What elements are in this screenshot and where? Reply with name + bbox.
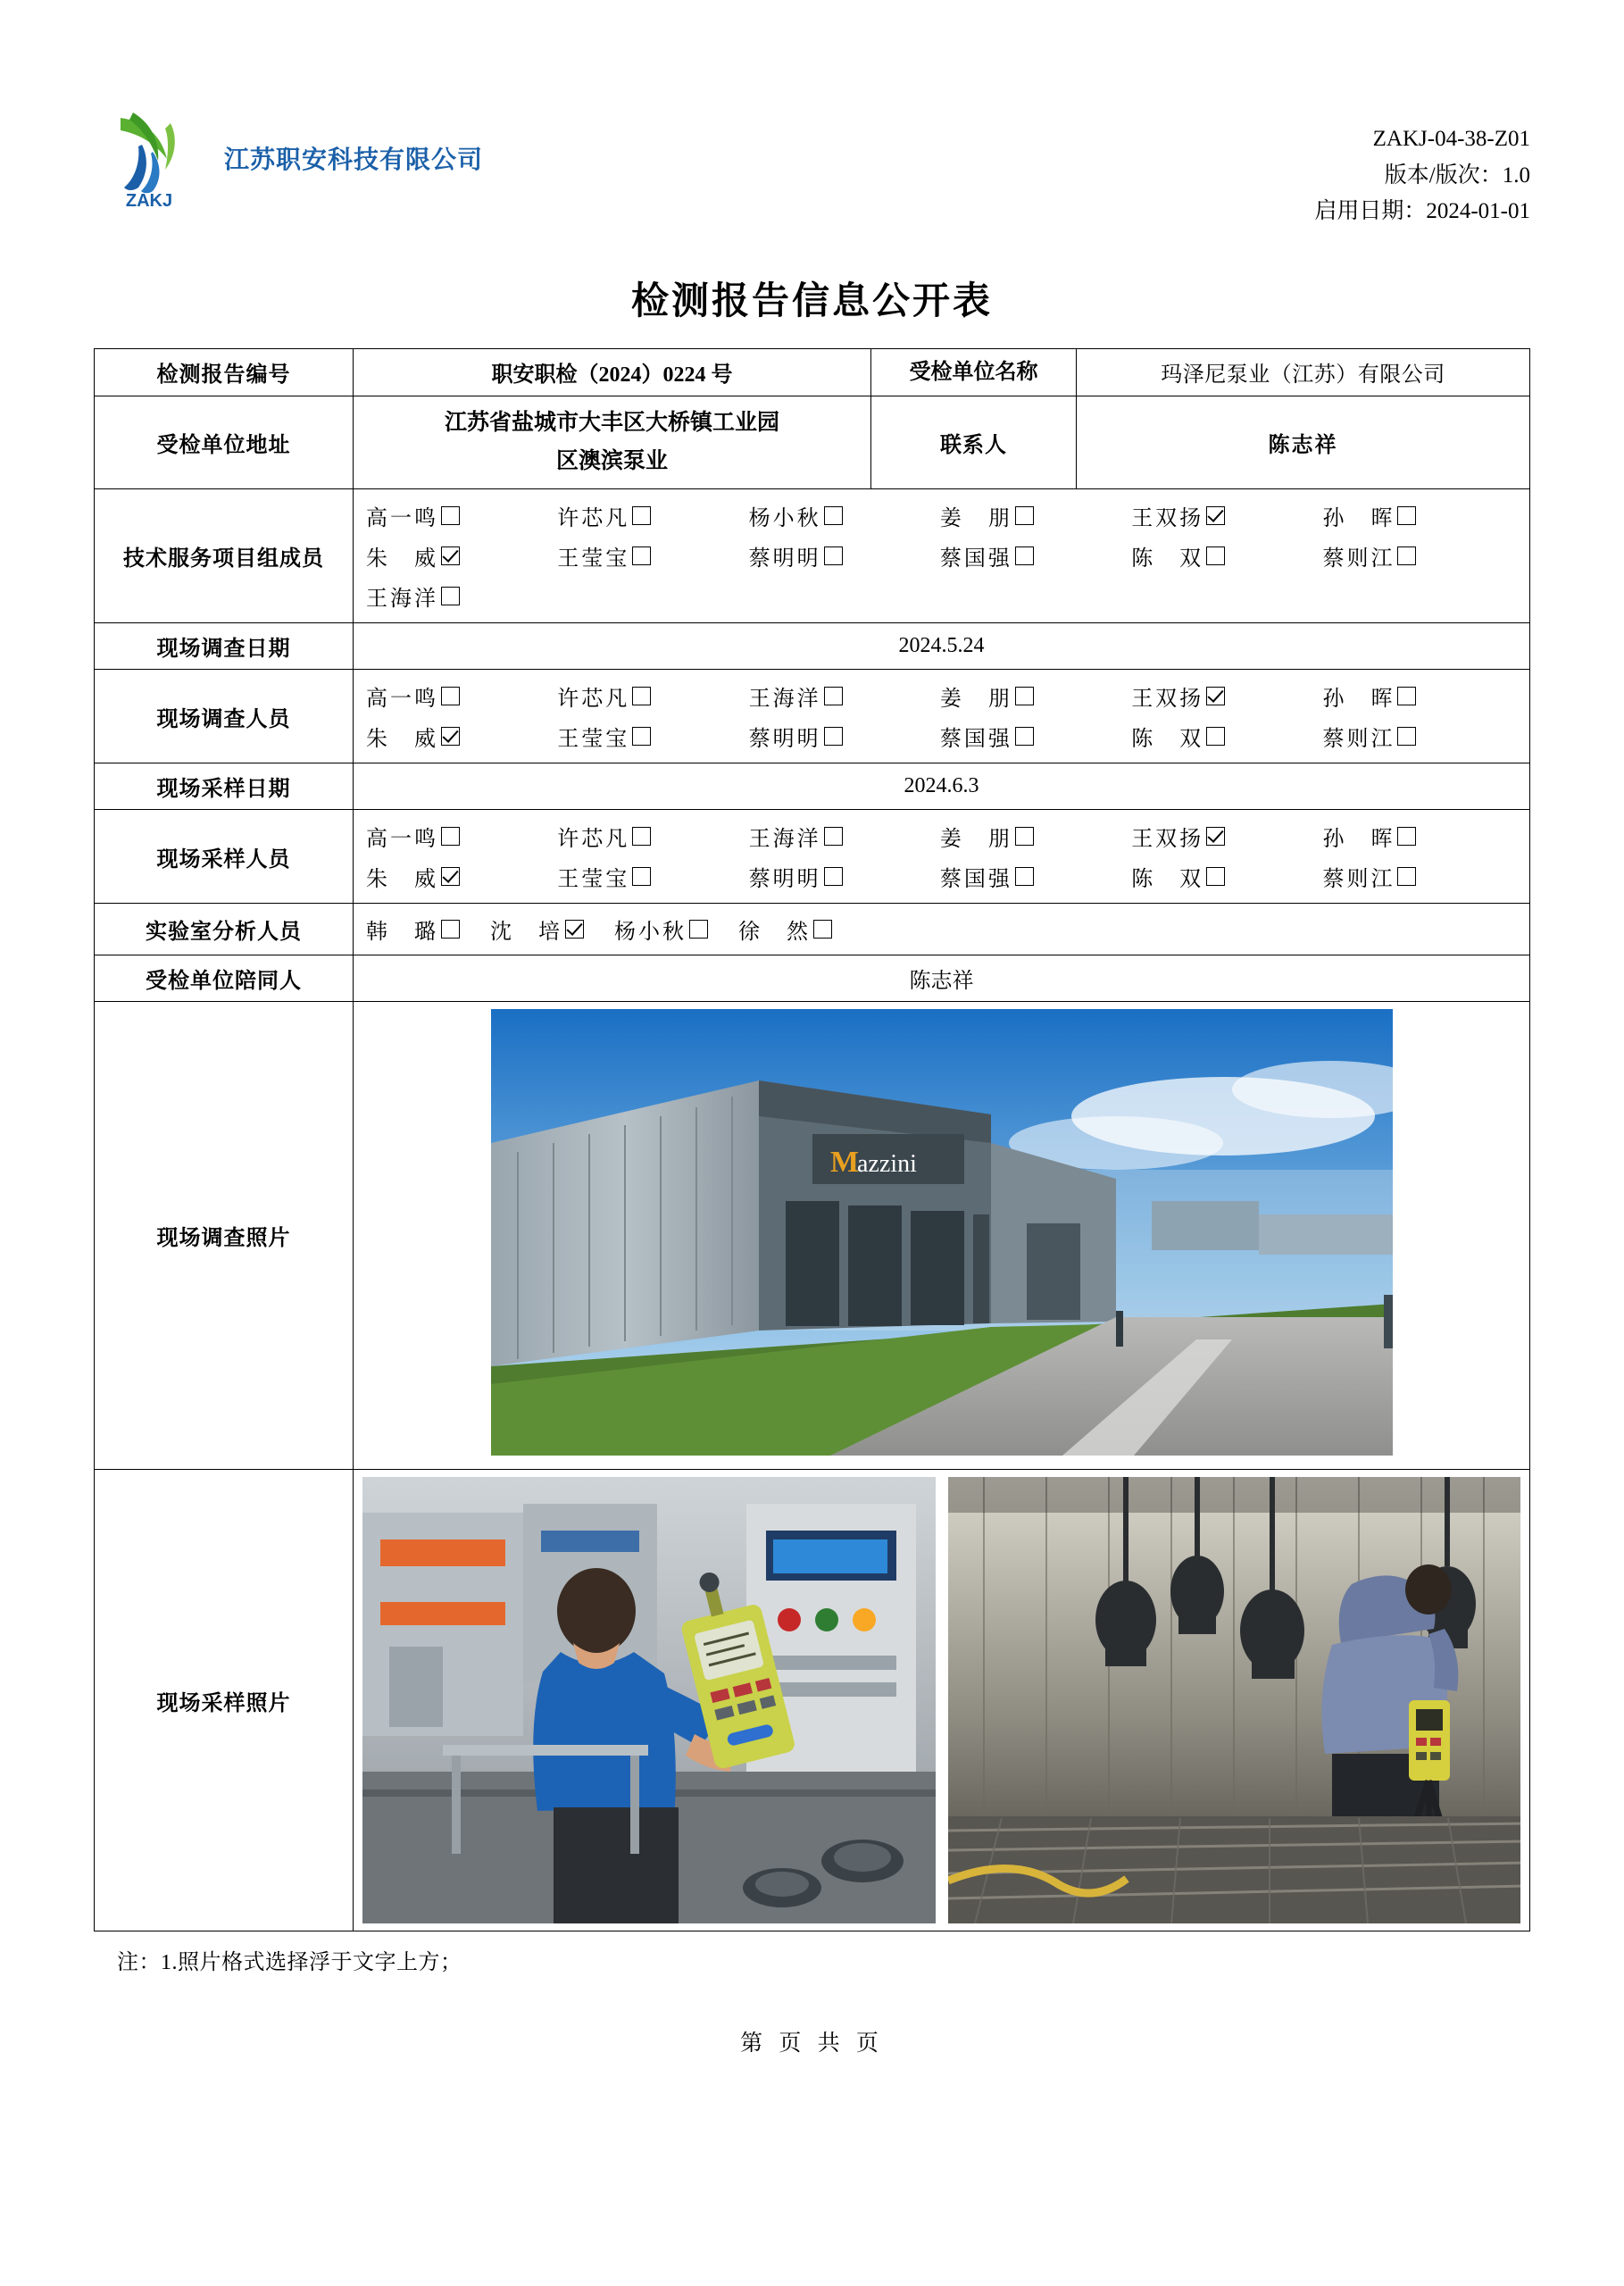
value-contact: 陈志祥 — [1077, 396, 1530, 489]
survey-staff-name-10: 陈双 — [1131, 728, 1202, 751]
survey-staff-name-0: 高一鸣 — [366, 688, 436, 711]
survey-staff-checkbox-11[interactable] — [1322, 721, 1513, 752]
survey-staff-checkbox-7[interactable] — [557, 721, 748, 752]
label-accompany: 受检单位陪同人 — [95, 955, 354, 1002]
sampling-staff-name-1: 许芯凡 — [557, 828, 628, 851]
doc-effective-date: 启用日期：2024-01-01 — [1314, 199, 1530, 223]
value-sampling-photo — [354, 1470, 1530, 1931]
page-number: 第 页 共 页 — [740, 2032, 884, 2056]
sampling-photo-left-image — [362, 1477, 936, 1923]
team-member-name-11: 蔡则江 — [1322, 547, 1393, 571]
value-report-no: 职安职检（2024）0224 号 — [354, 348, 871, 396]
unchecked-box-icon[interactable] — [1397, 827, 1416, 846]
unchecked-box-icon[interactable] — [824, 546, 843, 565]
unchecked-box-icon[interactable] — [1397, 867, 1416, 886]
sampling-photo-right-image — [948, 1477, 1521, 1923]
survey-staff-name-6: 朱威 — [366, 728, 436, 751]
sampling-photo-pair — [362, 1477, 1520, 1923]
team-member-name-1: 许芯凡 — [557, 507, 628, 530]
team-member-checkbox-3[interactable] — [940, 500, 1131, 531]
survey-staff-name-9: 蔡国强 — [939, 728, 1010, 751]
team-member-name-3: 姜朋 — [939, 507, 1010, 530]
survey-staff-checkbox-10[interactable] — [1131, 721, 1322, 752]
sampling-staff-checkbox-grid[interactable] — [362, 817, 1520, 896]
unchecked-box-icon[interactable] — [441, 827, 460, 846]
unchecked-box-icon[interactable] — [1015, 506, 1034, 525]
unchecked-box-icon[interactable] — [824, 727, 843, 746]
unchecked-box-icon[interactable] — [824, 687, 843, 705]
survey-staff-checkbox-2[interactable] — [749, 680, 940, 712]
label-lab-staff: 实验室分析人员 — [95, 904, 354, 955]
unchecked-box-icon[interactable] — [441, 920, 460, 939]
unchecked-box-icon[interactable] — [1397, 546, 1416, 565]
survey-photo-image — [491, 1009, 1393, 1456]
team-member-checkbox-6[interactable] — [366, 540, 557, 572]
value-accompany: 陈志祥 — [354, 955, 1530, 1002]
unchecked-box-icon[interactable] — [632, 687, 651, 705]
survey-staff-name-11: 蔡则江 — [1322, 728, 1393, 751]
lab-staff-checkbox-0[interactable] — [366, 914, 460, 945]
header-meta — [1314, 105, 1530, 230]
doc-version: 版本/版次：1.0 — [1384, 163, 1530, 188]
team-member-checkbox-8[interactable] — [749, 540, 940, 572]
table-row — [95, 623, 1530, 670]
svg-text:ZAKJ: ZAKJ — [125, 191, 173, 211]
team-member-checkbox-1[interactable] — [557, 500, 748, 531]
team-member-checkbox-11[interactable] — [1322, 540, 1513, 572]
sampling-staff-checkbox-11[interactable] — [1322, 861, 1513, 892]
sampling-staff-name-6: 朱威 — [366, 868, 436, 891]
page-title: 检测报告信息公开表 — [630, 280, 993, 322]
sampling-staff-checkbox-6[interactable] — [366, 861, 557, 892]
unchecked-box-icon[interactable] — [632, 546, 651, 565]
company-logo-icon — [94, 105, 204, 211]
sampling-staff-name-4: 王双扬 — [1131, 828, 1202, 851]
table-row — [95, 955, 1530, 1002]
team-member-name-10: 陈双 — [1131, 547, 1202, 571]
survey-staff-name-5: 孙晖 — [1322, 688, 1393, 711]
sampling-staff-name-8: 蔡明明 — [748, 868, 819, 891]
lab-staff-checkbox-grid[interactable] — [362, 911, 1520, 947]
value-team — [354, 489, 1530, 623]
survey-staff-checkbox-6[interactable] — [366, 721, 557, 752]
unchecked-box-icon[interactable] — [813, 920, 832, 939]
sampling-staff-name-5: 孙晖 — [1322, 828, 1393, 851]
unchecked-box-icon[interactable] — [1397, 687, 1416, 705]
value-sampling-date: 2024.6.3 — [354, 763, 1530, 810]
team-member-checkbox-4[interactable] — [1131, 500, 1322, 531]
svg-text:M: M — [829, 1146, 859, 1179]
label-survey-photo: 现场调查照片 — [95, 1002, 354, 1470]
label-sampling-staff: 现场采样人员 — [95, 810, 354, 904]
sampling-staff-name-9: 蔡国强 — [939, 868, 1010, 891]
sampling-staff-checkbox-8[interactable] — [749, 861, 940, 892]
sampling-staff-checkbox-3[interactable] — [940, 821, 1131, 852]
lab-staff-name-3: 徐然 — [738, 921, 808, 944]
value-survey-photo — [354, 1002, 1530, 1470]
value-survey-staff — [354, 670, 1530, 763]
footer-note: 注：1.照片格式选择浮于文字上方； — [117, 1951, 462, 1974]
team-member-checkbox-10[interactable] — [1131, 540, 1322, 572]
lab-staff-name-0: 韩璐 — [366, 921, 436, 944]
sampling-staff-name-3: 姜朋 — [939, 828, 1010, 851]
team-member-name-0: 高一鸣 — [366, 507, 436, 530]
team-member-checkbox-7[interactable] — [557, 540, 748, 572]
survey-staff-checkbox-5[interactable] — [1322, 680, 1513, 712]
unchecked-box-icon[interactable] — [1015, 546, 1034, 565]
survey-staff-name-7: 王莹宝 — [557, 728, 628, 751]
survey-staff-name-1: 许芯凡 — [557, 688, 628, 711]
unit-address-line-2: 区澳滨泵业 — [555, 449, 668, 474]
checked-box-icon[interactable] — [1206, 827, 1225, 846]
survey-staff-name-2: 王海洋 — [748, 688, 819, 711]
doc-code: ZAKJ-04-38-Z01 — [1372, 127, 1530, 151]
label-team: 技术服务项目组成员 — [95, 489, 354, 623]
checked-box-icon[interactable] — [1206, 687, 1225, 705]
team-member-checkbox-5[interactable] — [1322, 500, 1513, 531]
unchecked-box-icon[interactable] — [824, 506, 843, 525]
team-member-name-12: 王海洋 — [366, 588, 436, 611]
team-member-name-2: 杨小秋 — [748, 507, 819, 530]
table-row — [95, 763, 1530, 810]
unchecked-box-icon[interactable] — [1206, 727, 1225, 746]
unchecked-box-icon[interactable] — [1397, 727, 1416, 746]
unchecked-box-icon[interactable] — [824, 827, 843, 846]
lab-staff-checkbox-1[interactable] — [490, 914, 584, 945]
label-contact: 联系人 — [871, 396, 1077, 489]
team-member-checkbox-12[interactable] — [366, 580, 557, 612]
unchecked-box-icon[interactable] — [1015, 827, 1034, 846]
survey-staff-name-8: 蔡明明 — [748, 728, 819, 751]
table-row — [95, 670, 1530, 763]
sampling-staff-checkbox-4[interactable] — [1131, 821, 1322, 852]
document-header — [94, 0, 1530, 230]
team-member-name-9: 蔡国强 — [939, 547, 1010, 571]
team-member-checkbox-0[interactable] — [366, 500, 557, 531]
survey-staff-checkbox-grid[interactable] — [362, 677, 1520, 755]
sampling-staff-checkbox-2[interactable] — [749, 821, 940, 852]
table-row — [95, 904, 1530, 955]
team-checkbox-grid[interactable] — [362, 496, 1520, 615]
unchecked-box-icon[interactable] — [1206, 546, 1225, 565]
team-member-name-6: 朱威 — [366, 547, 436, 571]
team-member-checkbox-9[interactable] — [940, 540, 1131, 572]
info-table — [94, 348, 1530, 1932]
unchecked-box-icon[interactable] — [441, 687, 460, 705]
unchecked-box-icon[interactable] — [1206, 867, 1225, 886]
unchecked-box-icon[interactable] — [1015, 727, 1034, 746]
team-member-checkbox-2[interactable] — [749, 500, 940, 531]
unchecked-box-icon[interactable] — [441, 506, 460, 525]
sampling-staff-name-0: 高一鸣 — [366, 828, 436, 851]
unchecked-box-icon[interactable] — [632, 827, 651, 846]
team-member-name-4: 王双扬 — [1131, 507, 1202, 530]
survey-staff-name-4: 王双扬 — [1131, 688, 1202, 711]
value-survey-date: 2024.5.24 — [354, 623, 1530, 670]
team-member-name-5: 孙晖 — [1322, 507, 1393, 530]
sampling-staff-name-7: 王莹宝 — [557, 868, 628, 891]
table-row — [95, 396, 1530, 489]
sampling-staff-checkbox-9[interactable] — [940, 861, 1131, 892]
value-unit-name: 玛泽尼泵业（江苏）有限公司 — [1077, 348, 1530, 396]
survey-staff-checkbox-4[interactable] — [1131, 680, 1322, 712]
checked-box-icon[interactable] — [441, 546, 460, 565]
unchecked-box-icon[interactable] — [1015, 687, 1034, 705]
company-name: 江苏职安科技有限公司 — [224, 146, 484, 174]
team-member-name-8: 蔡明明 — [748, 547, 819, 571]
header-brand — [94, 105, 483, 211]
sampling-staff-checkbox-10[interactable] — [1131, 861, 1322, 892]
sampling-staff-name-10: 陈双 — [1131, 868, 1202, 891]
sampling-staff-name-11: 蔡则江 — [1322, 868, 1393, 891]
label-survey-date: 现场调查日期 — [95, 623, 354, 670]
lab-staff-checkbox-3[interactable] — [738, 914, 832, 945]
label-report-no: 检测报告编号 — [95, 348, 354, 396]
svg-text:azzini: azzini — [856, 1150, 917, 1178]
label-sampling-photo: 现场采样照片 — [95, 1470, 354, 1931]
checked-box-icon[interactable] — [441, 867, 460, 886]
value-sampling-staff — [354, 810, 1530, 904]
unchecked-box-icon[interactable] — [1397, 506, 1416, 525]
lab-staff-name-1: 沈培 — [490, 921, 560, 944]
sampling-staff-checkbox-5[interactable] — [1322, 821, 1513, 852]
unit-address-line-1: 江苏省盐城市大丰区大桥镇工业园 — [444, 410, 779, 435]
table-row — [95, 348, 1530, 396]
survey-staff-checkbox-1[interactable] — [557, 680, 748, 712]
checked-box-icon[interactable] — [565, 920, 584, 939]
table-row — [95, 1470, 1530, 1931]
unchecked-box-icon[interactable] — [632, 867, 651, 886]
sampling-staff-checkbox-7[interactable] — [557, 861, 748, 892]
label-unit-address: 受检单位地址 — [95, 396, 354, 489]
checked-box-icon[interactable] — [441, 727, 460, 746]
table-row — [95, 1002, 1530, 1470]
sampling-staff-checkbox-1[interactable] — [557, 821, 748, 852]
value-unit-address — [354, 396, 871, 489]
label-unit-name: 受检单位名称 — [871, 348, 1077, 396]
table-row — [95, 810, 1530, 904]
lab-staff-checkbox-2[interactable] — [614, 914, 708, 945]
survey-staff-name-3: 姜朋 — [939, 688, 1010, 711]
survey-staff-checkbox-8[interactable] — [749, 721, 940, 752]
unchecked-box-icon[interactable] — [689, 920, 708, 939]
survey-staff-checkbox-9[interactable] — [940, 721, 1131, 752]
sampling-staff-checkbox-0[interactable] — [366, 821, 557, 852]
survey-staff-checkbox-0[interactable] — [366, 680, 557, 712]
checked-box-icon[interactable] — [1206, 506, 1225, 525]
unchecked-box-icon[interactable] — [632, 727, 651, 746]
unchecked-box-icon[interactable] — [1015, 867, 1034, 886]
label-survey-staff: 现场调查人员 — [95, 670, 354, 763]
lab-staff-name-2: 杨小秋 — [614, 921, 684, 944]
unchecked-box-icon[interactable] — [824, 867, 843, 886]
sampling-staff-name-2: 王海洋 — [748, 828, 819, 851]
table-row — [95, 489, 1530, 623]
survey-staff-checkbox-3[interactable] — [940, 680, 1131, 712]
unchecked-box-icon[interactable] — [441, 587, 460, 605]
unchecked-box-icon[interactable] — [632, 506, 651, 525]
label-sampling-date: 现场采样日期 — [95, 763, 354, 810]
team-member-name-7: 王莹宝 — [557, 547, 628, 571]
value-lab-staff — [354, 904, 1530, 955]
